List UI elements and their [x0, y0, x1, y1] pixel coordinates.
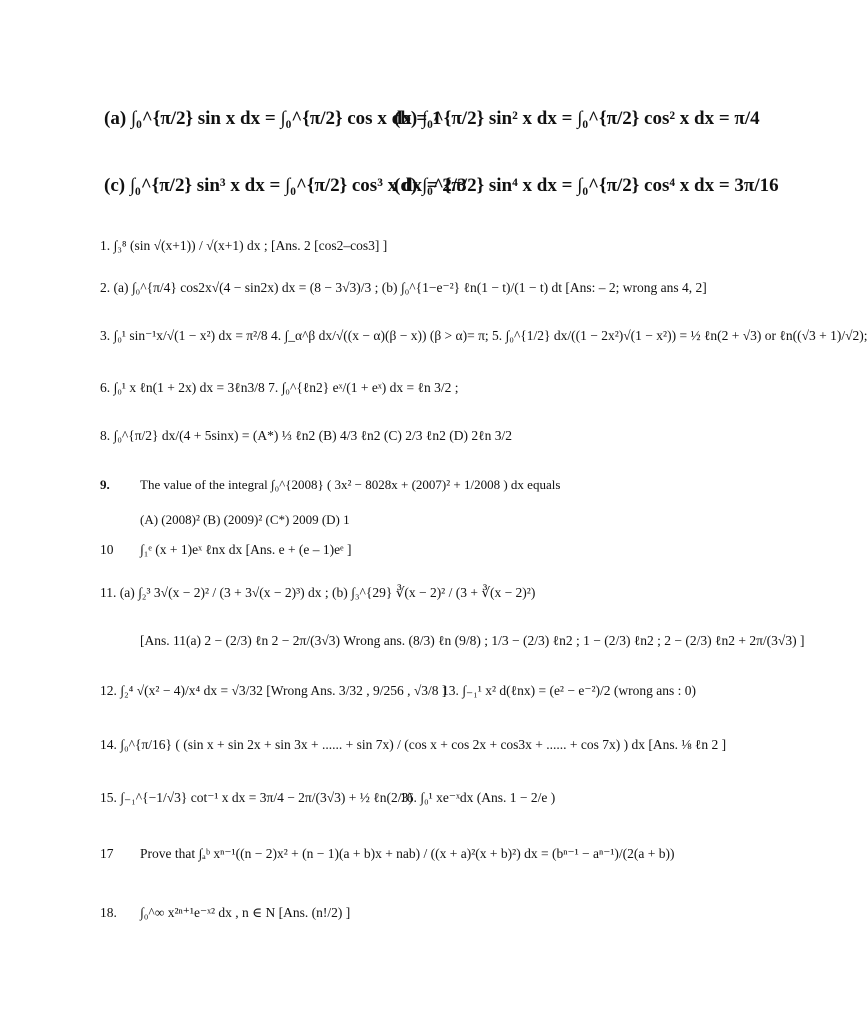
text-line: 16. ∫₀¹ xe⁻ˣdx (Ans. 1 − 2/e ): [400, 790, 556, 805]
text-line: (A) (2008)² (B) (2009)² (C*) 2009 (D) 1: [140, 512, 350, 527]
text-line: (c) ∫₀^{π/2} sin³ x dx = ∫₀^{π/2} cos³ x dx = 2/3: [104, 175, 467, 196]
text-line: 18.: [100, 905, 117, 920]
text-line: 2. (a) ∫₀^{π/4} cos2x√(4 − sin2x) dx = (8 − 3√3)/3 ; (b) ∫₀^{1−e⁻²} ℓn(1 − t)/(1 − t) dt [Ans: – 2; wrong ans 4, 2]: [100, 280, 707, 295]
text-line: 10: [100, 542, 114, 557]
text-line: Prove that ∫ₐᵇ xⁿ⁻¹((n − 2)x² + (n − 1)(a + b)x + nab) / ((x + a)²(x + b)²) dx = (bⁿ⁻¹ − aⁿ⁻¹)/(2(a + b)): [140, 846, 675, 861]
text-line: ∫₁ᵉ (x + 1)eˣ ℓnx dx [Ans. e + (e – 1)eᵉ ]: [140, 542, 352, 557]
text-line: 6. ∫₀¹ x ℓn(1 + 2x) dx = 3ℓn3/8 7. ∫₀^{ℓn2} eˣ/(1 + eˣ) dx = ℓn 3/2 ;: [100, 380, 459, 395]
text-line: 15. ∫₋₁^{−1/√3} cot⁻¹ x dx = 3π/4 − 2π/(3√3) + ½ ℓn(2/3): [100, 790, 413, 805]
text-line: 11. (a) ∫₂³ 3√(x − 2)² / (3 + 3√(x − 2)³) dx ; (b) ∫₃^{29} ∛(x − 2)² / (3 + ∛(x − 2)²): [100, 585, 536, 600]
text-line: 9.: [100, 477, 110, 492]
text-line: 8. ∫₀^{π/2} dx/(4 + 5sinx) = (A*) ⅓ ℓn2 (B) 4/3 ℓn2 (C) 2/3 ℓn2 (D) 2ℓn 3/2: [100, 428, 512, 443]
text-line: 1. ∫₃⁸ (sin √(x+1)) / √(x+1) dx ; [Ans. 2 [cos2–cos3] ]: [100, 238, 388, 253]
text-line: 14. ∫₀^{π/16} ( (sin x + sin 2x + sin 3x + ...... + sin 7x) / (cos x + cos 2x + cos3x + ...... + cos 7x) ) dx [Ans. ⅛ ℓn 2 ]: [100, 737, 727, 752]
text-line: 13. ∫₋₁¹ x² d(ℓnx) = (e² − e⁻²)/2 (wrong ans : 0): [442, 683, 696, 698]
text-line: ∫₀^∞ x²ⁿ⁺¹e⁻ˣ² dx , n ∈ N [Ans. (n!/2) ]: [140, 905, 351, 920]
text-line: 17: [100, 846, 114, 861]
text-line: [Ans. 11(a) 2 − (2/3) ℓn 2 − 2π/(3√3) Wrong ans. (8/3) ℓn (9/8) ; 1/3 − (2/3) ℓn2 ; 1 − (2/3) ℓn2 ; 2 − (2/3) ℓn2 + 2π/(3√3) ]: [140, 633, 805, 648]
text-line: (d) ∫₀^{π/2} sin⁴ x dx = ∫₀^{π/2} cos⁴ x dx = 3π/16: [394, 175, 779, 196]
text-line: 12. ∫₂⁴ √(x² − 4)/x⁴ dx = √3/32 [Wrong Ans. 3/32 , 9/256 , √3/8 ]: [100, 683, 447, 698]
text-line: 3. ∫₀¹ sin⁻¹x/√(1 − x²) dx = π²/8 4. ∫_α^β dx/√((x − α)(β − x)) (β > α)= π; 5. ∫₀^{1/2} dx/((1 − 2x²)√(1 − x²)) = ½ ℓn(2 + √3) or ℓn((√3 + 1)/√2);: [100, 328, 868, 343]
text-line: (a) ∫₀^{π/2} sin x dx = ∫₀^{π/2} cos x dx = 1: [104, 108, 442, 129]
text-line: (b) ∫₀^{π/2} sin² x dx = ∫₀^{π/2} cos² x dx = π/4: [394, 108, 760, 129]
text-line: The value of the integral ∫₀^{2008} ( 3x² − 8028x + (2007)² + 1/2008 ) dx equals: [140, 477, 561, 492]
